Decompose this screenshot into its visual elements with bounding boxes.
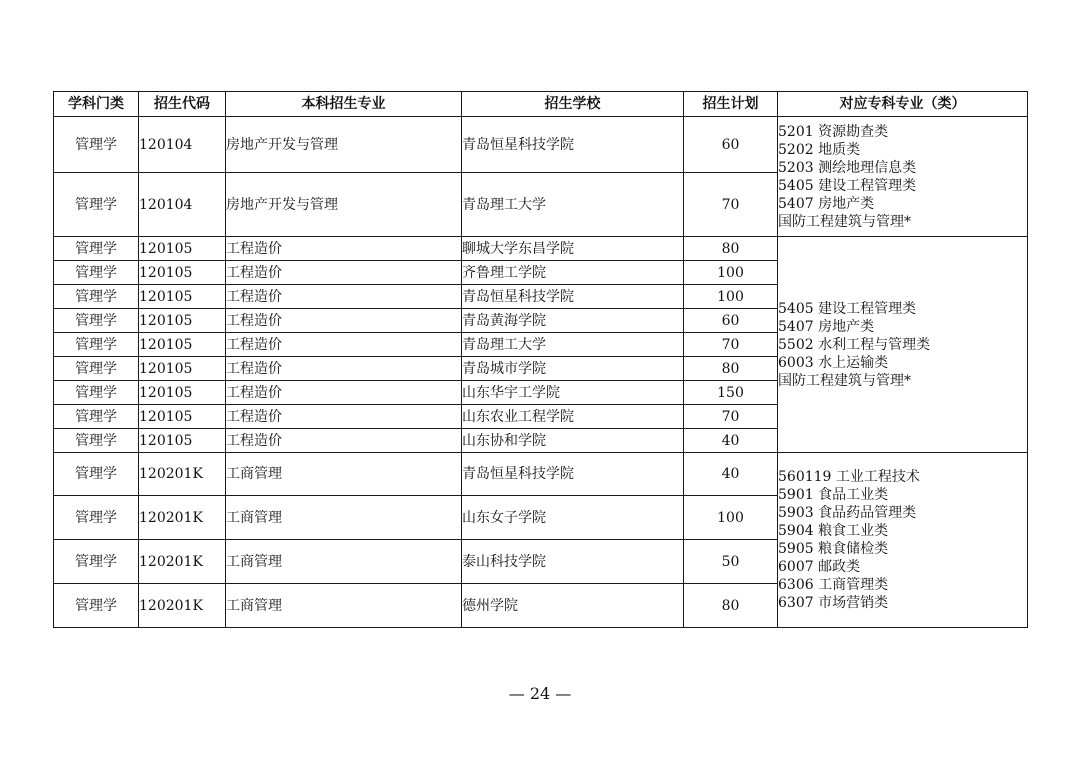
cell-category: 管理学 <box>54 405 139 429</box>
related-major-line: 国防工程建筑与管理* <box>778 372 911 389</box>
table-header-row <box>54 92 1028 117</box>
cell-category: 管理学 <box>54 309 139 333</box>
cell-related-majors <box>778 237 1028 453</box>
related-major-line: 560119 工业工程技术 <box>778 469 920 485</box>
cell-plan: 80 <box>684 237 778 261</box>
cell-major: 工程造价 <box>226 405 462 429</box>
cell-plan: 80 <box>684 584 778 628</box>
cell-major: 房地产开发与管理 <box>226 173 462 237</box>
cell-plan: 60 <box>684 309 778 333</box>
cell-code: 120201K <box>139 496 226 540</box>
header-major: 本科招生专业 <box>226 92 462 117</box>
cell-major: 工程造价 <box>226 285 462 309</box>
related-major-line: 5407 房地产类 <box>778 318 875 335</box>
cell-major: 工程造价 <box>226 357 462 381</box>
cell-code: 120104 <box>139 117 226 173</box>
cell-category: 管理学 <box>54 540 139 584</box>
cell-plan: 40 <box>684 453 778 496</box>
related-major-line: 5202 地质类 <box>778 141 861 158</box>
cell-major: 工程造价 <box>226 237 462 261</box>
cell-code: 120105 <box>139 405 226 429</box>
cell-major: 房地产开发与管理 <box>226 117 462 173</box>
related-major-line: 国防工程建筑与管理* <box>778 213 911 230</box>
related-major-line: 5905 粮食储检类 <box>778 541 889 557</box>
cell-major: 工商管理 <box>226 540 462 584</box>
related-major-line: 5903 食品药品管理类 <box>778 505 917 521</box>
cell-school: 山东协和学院 <box>462 429 684 453</box>
table-row <box>54 237 1028 261</box>
cell-code: 120105 <box>139 285 226 309</box>
cell-code: 120105 <box>139 381 226 405</box>
cell-school: 青岛理工大学 <box>462 173 684 237</box>
table-row <box>54 117 1028 173</box>
cell-school: 青岛恒星科技学院 <box>462 285 684 309</box>
related-major-line: 6007 邮政类 <box>778 559 861 575</box>
cell-school: 德州学院 <box>462 584 684 628</box>
related-major-line: 6003 水上运输类 <box>778 354 889 371</box>
cell-school: 青岛恒星科技学院 <box>462 453 684 496</box>
cell-school: 青岛恒星科技学院 <box>462 117 684 173</box>
cell-code: 120105 <box>139 237 226 261</box>
cell-plan: 70 <box>684 405 778 429</box>
cell-code: 120105 <box>139 333 226 357</box>
related-major-line: 5904 粮食工业类 <box>778 523 889 539</box>
related-major-line: 5203 测绘地理信息类 <box>778 159 917 176</box>
cell-plan: 70 <box>684 173 778 237</box>
header-school: 招生学校 <box>462 92 684 117</box>
related-major-line: 6306 工商管理类 <box>778 577 889 593</box>
cell-category: 管理学 <box>54 357 139 381</box>
cell-plan: 40 <box>684 429 778 453</box>
related-major-line: 5407 房地产类 <box>778 195 875 212</box>
page-number: — 24 — <box>508 684 572 703</box>
cell-category: 管理学 <box>54 237 139 261</box>
admissions-table <box>53 91 1028 628</box>
header-category: 学科门类 <box>54 92 139 117</box>
cell-major: 工程造价 <box>226 429 462 453</box>
cell-category: 管理学 <box>54 285 139 309</box>
cell-plan: 60 <box>684 117 778 173</box>
cell-school: 泰山科技学院 <box>462 540 684 584</box>
cell-category: 管理学 <box>54 261 139 285</box>
cell-school: 山东农业工程学院 <box>462 405 684 429</box>
related-major-line: 5201 资源勘查类 <box>778 123 889 140</box>
cell-category: 管理学 <box>54 173 139 237</box>
cell-major: 工程造价 <box>226 381 462 405</box>
related-major-line: 5405 建设工程管理类 <box>778 177 917 194</box>
cell-code: 120105 <box>139 261 226 285</box>
cell-code: 120201K <box>139 584 226 628</box>
cell-code: 120104 <box>139 173 226 237</box>
cell-category: 管理学 <box>54 333 139 357</box>
cell-related-majors <box>778 453 1028 628</box>
header-code: 招生代码 <box>139 92 226 117</box>
cell-category: 管理学 <box>54 496 139 540</box>
cell-plan: 150 <box>684 381 778 405</box>
related-major-line: 6307 市场营销类 <box>778 595 889 611</box>
related-major-line: 5901 食品工业类 <box>778 487 889 503</box>
cell-major: 工商管理 <box>226 453 462 496</box>
cell-code: 120105 <box>139 357 226 381</box>
cell-category: 管理学 <box>54 117 139 173</box>
header-plan: 招生计划 <box>684 92 778 117</box>
cell-plan: 80 <box>684 357 778 381</box>
cell-code: 120105 <box>139 429 226 453</box>
cell-plan: 70 <box>684 333 778 357</box>
cell-plan: 50 <box>684 540 778 584</box>
cell-code: 120201K <box>139 540 226 584</box>
table-row <box>54 453 1028 496</box>
cell-school: 山东华宇工学院 <box>462 381 684 405</box>
cell-code: 120201K <box>139 453 226 496</box>
header-related-majors: 对应专科专业（类） <box>778 92 1028 117</box>
cell-major: 工程造价 <box>226 333 462 357</box>
cell-plan: 100 <box>684 496 778 540</box>
cell-category: 管理学 <box>54 584 139 628</box>
cell-code: 120105 <box>139 309 226 333</box>
cell-school: 青岛城市学院 <box>462 357 684 381</box>
cell-plan: 100 <box>684 285 778 309</box>
related-major-line: 5405 建设工程管理类 <box>778 300 917 317</box>
cell-related-majors <box>778 117 1028 237</box>
cell-major: 工程造价 <box>226 309 462 333</box>
cell-major: 工商管理 <box>226 584 462 628</box>
cell-school: 齐鲁理工学院 <box>462 261 684 285</box>
related-major-line: 5502 水利工程与管理类 <box>778 336 931 353</box>
cell-category: 管理学 <box>54 429 139 453</box>
cell-school: 山东女子学院 <box>462 496 684 540</box>
cell-plan: 100 <box>684 261 778 285</box>
cell-major: 工商管理 <box>226 496 462 540</box>
cell-category: 管理学 <box>54 381 139 405</box>
cell-school: 青岛黄海学院 <box>462 309 684 333</box>
cell-school: 青岛理工大学 <box>462 333 684 357</box>
cell-category: 管理学 <box>54 453 139 496</box>
cell-major: 工程造价 <box>226 261 462 285</box>
cell-school: 聊城大学东昌学院 <box>462 237 684 261</box>
